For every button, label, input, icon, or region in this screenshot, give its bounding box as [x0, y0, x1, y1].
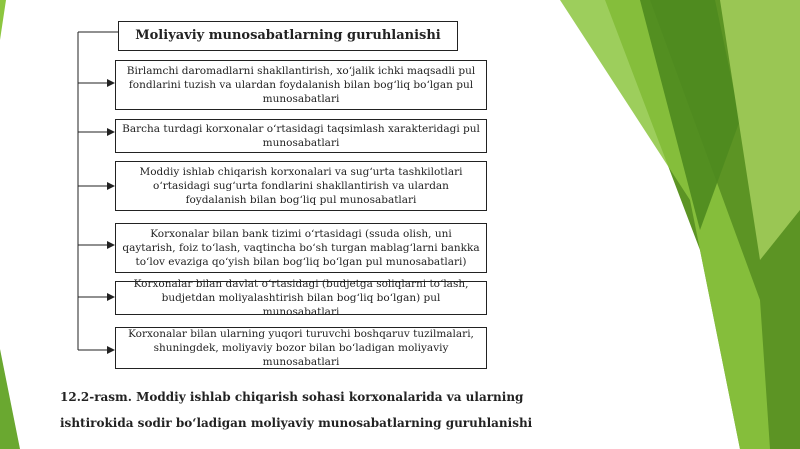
category-box-6: Korxonalar bilan ularning yuqori turuvchi boshqaruv tuzilmalari, shuningdek, moliyaviy bozor bilan bo‘ladigan moliyaviy munosabatlari — [115, 327, 487, 369]
figure-caption — [60, 384, 533, 436]
category-box-2: Barcha turdagi korxonalar o‘rtasidagi taqsimlash xarakteridagi pul munosabatlari — [115, 119, 487, 153]
category-box-5: Korxonalar bilan davlat o‘rtasidagi (budjetga soliqlarni to‘lash, budjetdan moliyalashtirish bilan bog‘liq bo‘lgan) pul munosabatlari — [115, 281, 487, 315]
category-box-1: Birlamchi daromadlarni shakllantirish, xo‘jalik ichki maqsadli pul fondlarini tuzish va ulardan foydalanish bilan bog‘liq bo‘lgan pul munosabatlari — [115, 60, 487, 110]
category-box-4: Korxonalar bilan bank tizimi o‘rtasidagi (ssuda olish, uni qaytarish, foiz to‘lash, vaqtincha bo‘sh turgan mablag‘larni bankka to‘lov evaziga qo‘yish bilan bog‘liq bo‘lgan pul munosabatlari) — [115, 223, 487, 273]
caption-line-2: ishtirokida sodir bo‘ladigan moliyaviy munosabatlarning guruhlanishi — [60, 416, 533, 430]
diagram-title: Moliyaviy munosabatlarning guruhlanishi — [118, 21, 458, 51]
caption-line-1: 12.2-rasm. Moddiy ishlab chiqarish sohasi korxonalarida va ularning — [60, 390, 524, 404]
category-box-3: Moddiy ishlab chiqarish korxonalari va sug‘urta tashkilotlari o‘rtasidagi sug‘urta fondlarini shakllantirish va ulardan foydalanish bilan bog‘liq pul munosabatlari — [115, 161, 487, 211]
